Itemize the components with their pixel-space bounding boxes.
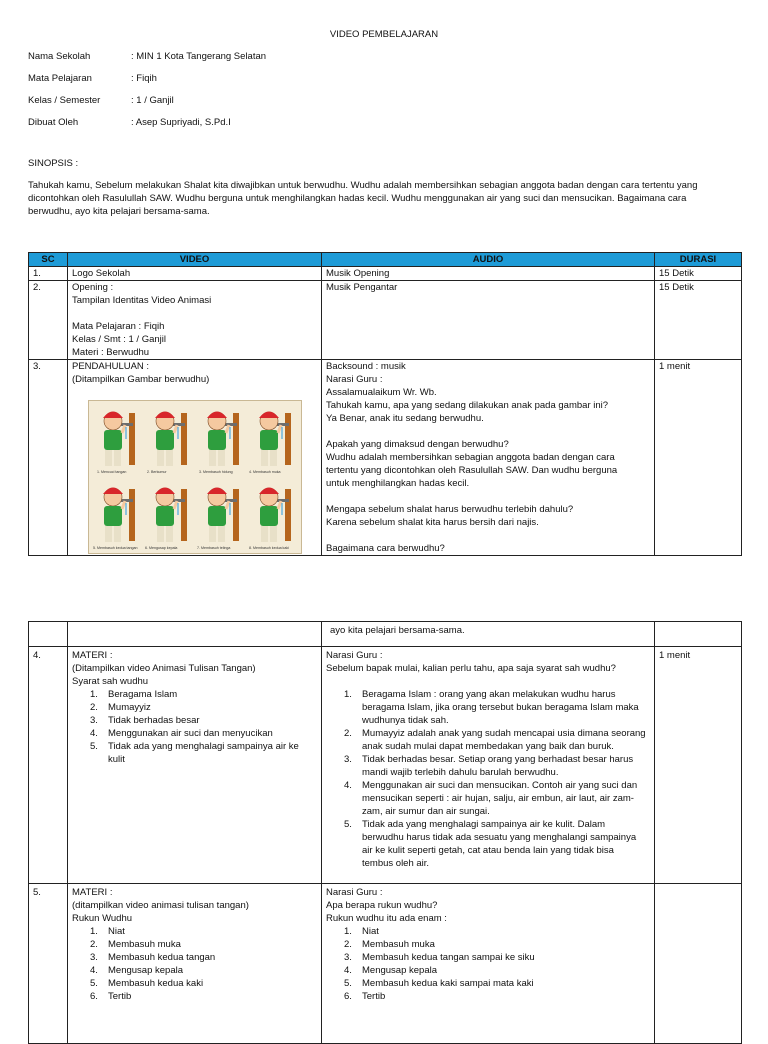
caption-2: 2. Berkumur <box>147 470 167 474</box>
header-audio: AUDIO <box>322 253 655 267</box>
cell-audio: Musik Opening <box>322 267 655 281</box>
caption-1: 1. Mencuci tangan <box>97 470 127 474</box>
cell-audio <box>322 360 655 556</box>
cell-sc: 1. <box>29 267 68 281</box>
cell-durasi: 1 menit <box>655 647 742 884</box>
text-line: Tampilan Identitas Video Animasi <box>72 295 212 306</box>
list-item: 4. Mengusap kepala <box>90 965 183 976</box>
cell-video <box>68 360 322 556</box>
list-item: 2. Membasuh muka <box>90 939 181 950</box>
list-item: 3. Membasuh kedua tangan sampai ke siku <box>344 952 535 963</box>
cell-audio <box>322 884 655 1044</box>
list-item: 3. Tidak berhadas besar. Setiap orang yang berhadast besar harus mandi wajib terlebih dahulu barulah berwudhu. <box>344 754 634 778</box>
text-line: Ya Benar, anak itu sedang berwudhu. <box>326 413 484 424</box>
caption-5: 5. Membasuh kedua tangan <box>93 546 138 550</box>
list-item: 5. Tidak ada yang menghalagi sampainya air ke <box>90 741 299 752</box>
list-item: 1. Niat <box>90 926 125 937</box>
sinopsis-text: Tahukah kamu, Sebelum melakukan Shalat kita diwajibkan untuk berwudhu. Wudhu adalah membersihkan sebagian anggota badan dengan cara tertentu yang dicontohkan oleh Rasulullah SAW. Wudhu berguna untuk menghilangkan hadas kecil. Wudhu menggunakan air yang suci dan mensucikan. Bagaimana cara berwudhu, ayo kita pelajari bersama-sama. <box>28 180 698 217</box>
header-durasi: DURASI <box>655 253 742 267</box>
header-sc: SC <box>29 253 68 267</box>
list-item: 6. Tertib <box>344 991 386 1002</box>
cell-sc: 3. <box>29 360 68 556</box>
list-item: 3. Tidak berhadas besar <box>90 715 200 726</box>
text-line: Kelas / Smt : 1 / Ganjil <box>72 334 166 345</box>
kid-figure <box>103 412 135 467</box>
meta-value: : MIN 1 Kota Tangerang Selatan <box>131 51 267 62</box>
caption-3: 3. Membasuh hidung <box>199 470 233 474</box>
sinopsis-label: SINOPSIS : <box>28 158 79 169</box>
list-item: 2. Mumayyiz <box>90 702 151 713</box>
list-item: 5. Tidak ada yang menghalagi sampainya air ke kulit. Dalam berwudhu harus tidak ada sesuatu yang menghalangi sampainya air ke kulit seperti getah, cat atau benda lain yang tidak bisa tembus oleh air. <box>344 819 637 869</box>
document-title: VIDEO PEMBELAJARAN <box>329 29 439 40</box>
header-video: VIDEO <box>68 253 322 267</box>
cell-durasi: 15 Detik <box>655 267 742 281</box>
cell-sc: 2. <box>29 281 68 360</box>
text-line: Opening : <box>72 282 114 293</box>
list-item: 6. Tertib <box>90 991 132 1002</box>
meta-value: : Asep Supriyadi, S.Pd.I <box>131 117 231 128</box>
text-line: Sebelum bapak mulai, kalian perlu tahu, apa saja syarat sah wudhu? <box>326 663 616 674</box>
text-line: Narasi Guru : <box>326 650 383 661</box>
text-line: (Ditampilkan Gambar berwudhu) <box>72 374 210 385</box>
text-line: Apakah yang dimaksud dengan berwudhu? <box>326 439 509 450</box>
list-item: 2. Mumayyiz adalah anak yang sudah mencapai usia dimana seorang anak sudah mulai dapat membedakan yang baik dan buruk. <box>344 728 646 752</box>
cell-durasi: 1 menit <box>655 360 742 556</box>
cell-sc: 5. <box>29 884 68 1044</box>
kid-figure <box>155 412 187 467</box>
text-line: Apa berapa rukun wudhu? <box>326 900 438 911</box>
cell-video <box>68 622 322 647</box>
cell-durasi <box>655 884 742 1044</box>
cell-audio <box>322 622 655 647</box>
text-line: Mengapa sebelum shalat harus berwudhu terlebih dahulu? <box>326 504 574 515</box>
text-line: PENDAHULUAN : <box>72 361 150 372</box>
cell-video <box>68 647 322 884</box>
text-line: (Ditampilkan video Animasi Tulisan Tangan) <box>72 663 256 674</box>
text-line: Backsound : musik <box>326 361 406 372</box>
text-line: Rukun wudhu itu ada enam : <box>326 913 447 924</box>
text-line: Assalamualaikum Wr. Wb. <box>326 387 437 398</box>
cell-audio <box>322 647 655 884</box>
text-line: Materi : Berwudhu <box>72 347 150 358</box>
table-row <box>29 647 742 884</box>
kid-figure <box>207 488 239 543</box>
list-item: 5. Membasuh kedua kaki sampai mata kaki <box>344 978 534 989</box>
text-line: MATERI : <box>72 650 113 661</box>
table-row <box>29 622 742 647</box>
kid-figure <box>207 412 239 467</box>
text-line: Mata Pelajaran : Fiqih <box>72 321 165 332</box>
cell-durasi <box>655 622 742 647</box>
wudhu-illustration <box>89 401 301 553</box>
caption-7: 7. Membasuh telinga <box>197 546 231 550</box>
list-item: 4. Mengusap kepala <box>344 965 437 976</box>
text-line: MATERI : <box>72 887 113 898</box>
text-line: tertentu yang dicontohkan oleh Rasulullah SAW. Dan wudhu berguna <box>326 465 618 476</box>
list-item: 3. Membasuh kedua tangan <box>90 952 216 963</box>
text-line: Wudhu adalah membersihkan sebagian anggota badan dengan cara <box>326 452 615 463</box>
table-row <box>29 884 742 1044</box>
storyboard-table-page1 <box>28 252 742 556</box>
meta-value: : 1 / Ganjil <box>131 95 174 106</box>
list-item: 1. Beragama Islam : orang yang akan melakukan wudhu harus beragama Islam, jika orang tersebut bukan beragama Islam maka wudhunya tidak sah. <box>344 689 639 726</box>
kid-figure <box>259 488 291 543</box>
cell-video: Logo Sekolah <box>68 267 322 281</box>
table-row <box>29 281 742 360</box>
kid-figure <box>155 488 187 543</box>
list-item: 4. Menggunakan air suci dan mensucikan. Contoh air yang suci dan mensucikan seperti : air hujan, salju, air embun, air laut, air zam- zam, air sumur dan air sungai. <box>344 780 638 817</box>
list-item: 5. Membasuh kedua kaki <box>90 978 204 989</box>
list-item: 1. Beragama Islam <box>90 689 178 700</box>
meta-key: Kelas / Semester <box>28 95 101 106</box>
caption-8: 8. Membasuh kedua kaki <box>249 546 289 550</box>
text-line: Syarat sah wudhu <box>72 676 149 687</box>
table-row <box>29 360 742 556</box>
meta-key: Dibuat Oleh <box>28 117 79 128</box>
cell-durasi: 15 Detik <box>655 281 742 360</box>
text-line: (ditampilkan video animasi tulisan tangan) <box>72 900 249 911</box>
cell-video <box>68 884 322 1044</box>
list-item: 4. Menggunakan air suci dan menyucikan <box>90 728 273 739</box>
text-line: Karena sebelum shalat kita harus bersih dari najis. <box>326 517 539 528</box>
wudhu-steps-image <box>88 400 302 554</box>
meta-key: Mata Pelajaran <box>28 73 92 84</box>
text-line: Narasi Guru : <box>326 887 383 898</box>
text-line: Narasi Guru : <box>326 374 383 385</box>
text-line: Bagaimana cara berwudhu? <box>326 543 445 554</box>
text-line: untuk menghilangkan hadas kecil. <box>326 478 470 489</box>
list-item: 2. Membasuh muka <box>344 939 435 950</box>
list-item: kulit <box>108 754 125 765</box>
cell-sc: 4. <box>29 647 68 884</box>
cell-video <box>68 281 322 360</box>
meta-key: Nama Sekolah <box>28 51 91 62</box>
storyboard-table-page2 <box>28 621 742 1044</box>
cell-audio: Musik Pengantar <box>322 281 655 360</box>
syarat-list <box>72 688 317 766</box>
list-item: 1. Niat <box>344 926 379 937</box>
rukun-explanation-list <box>326 925 650 1003</box>
text-line: ayo kita pelajari bersama-sama. <box>330 625 465 636</box>
meta-value: : Fiqih <box>131 73 157 84</box>
table-row <box>29 267 742 281</box>
kid-figure <box>259 412 291 467</box>
caption-4: 4. Membasuh muka <box>249 470 281 474</box>
caption-6: 6. Mengusap kepala <box>145 546 178 550</box>
kid-figure <box>103 488 135 543</box>
syarat-explanation-list <box>326 688 650 870</box>
rukun-list <box>72 925 317 1003</box>
text-line: Rukun Wudhu <box>72 913 133 924</box>
text-line: Tahukah kamu, apa yang sedang dilakukan anak pada gambar ini? <box>326 400 609 411</box>
cell-sc <box>29 622 68 647</box>
table-header-row <box>29 253 742 267</box>
